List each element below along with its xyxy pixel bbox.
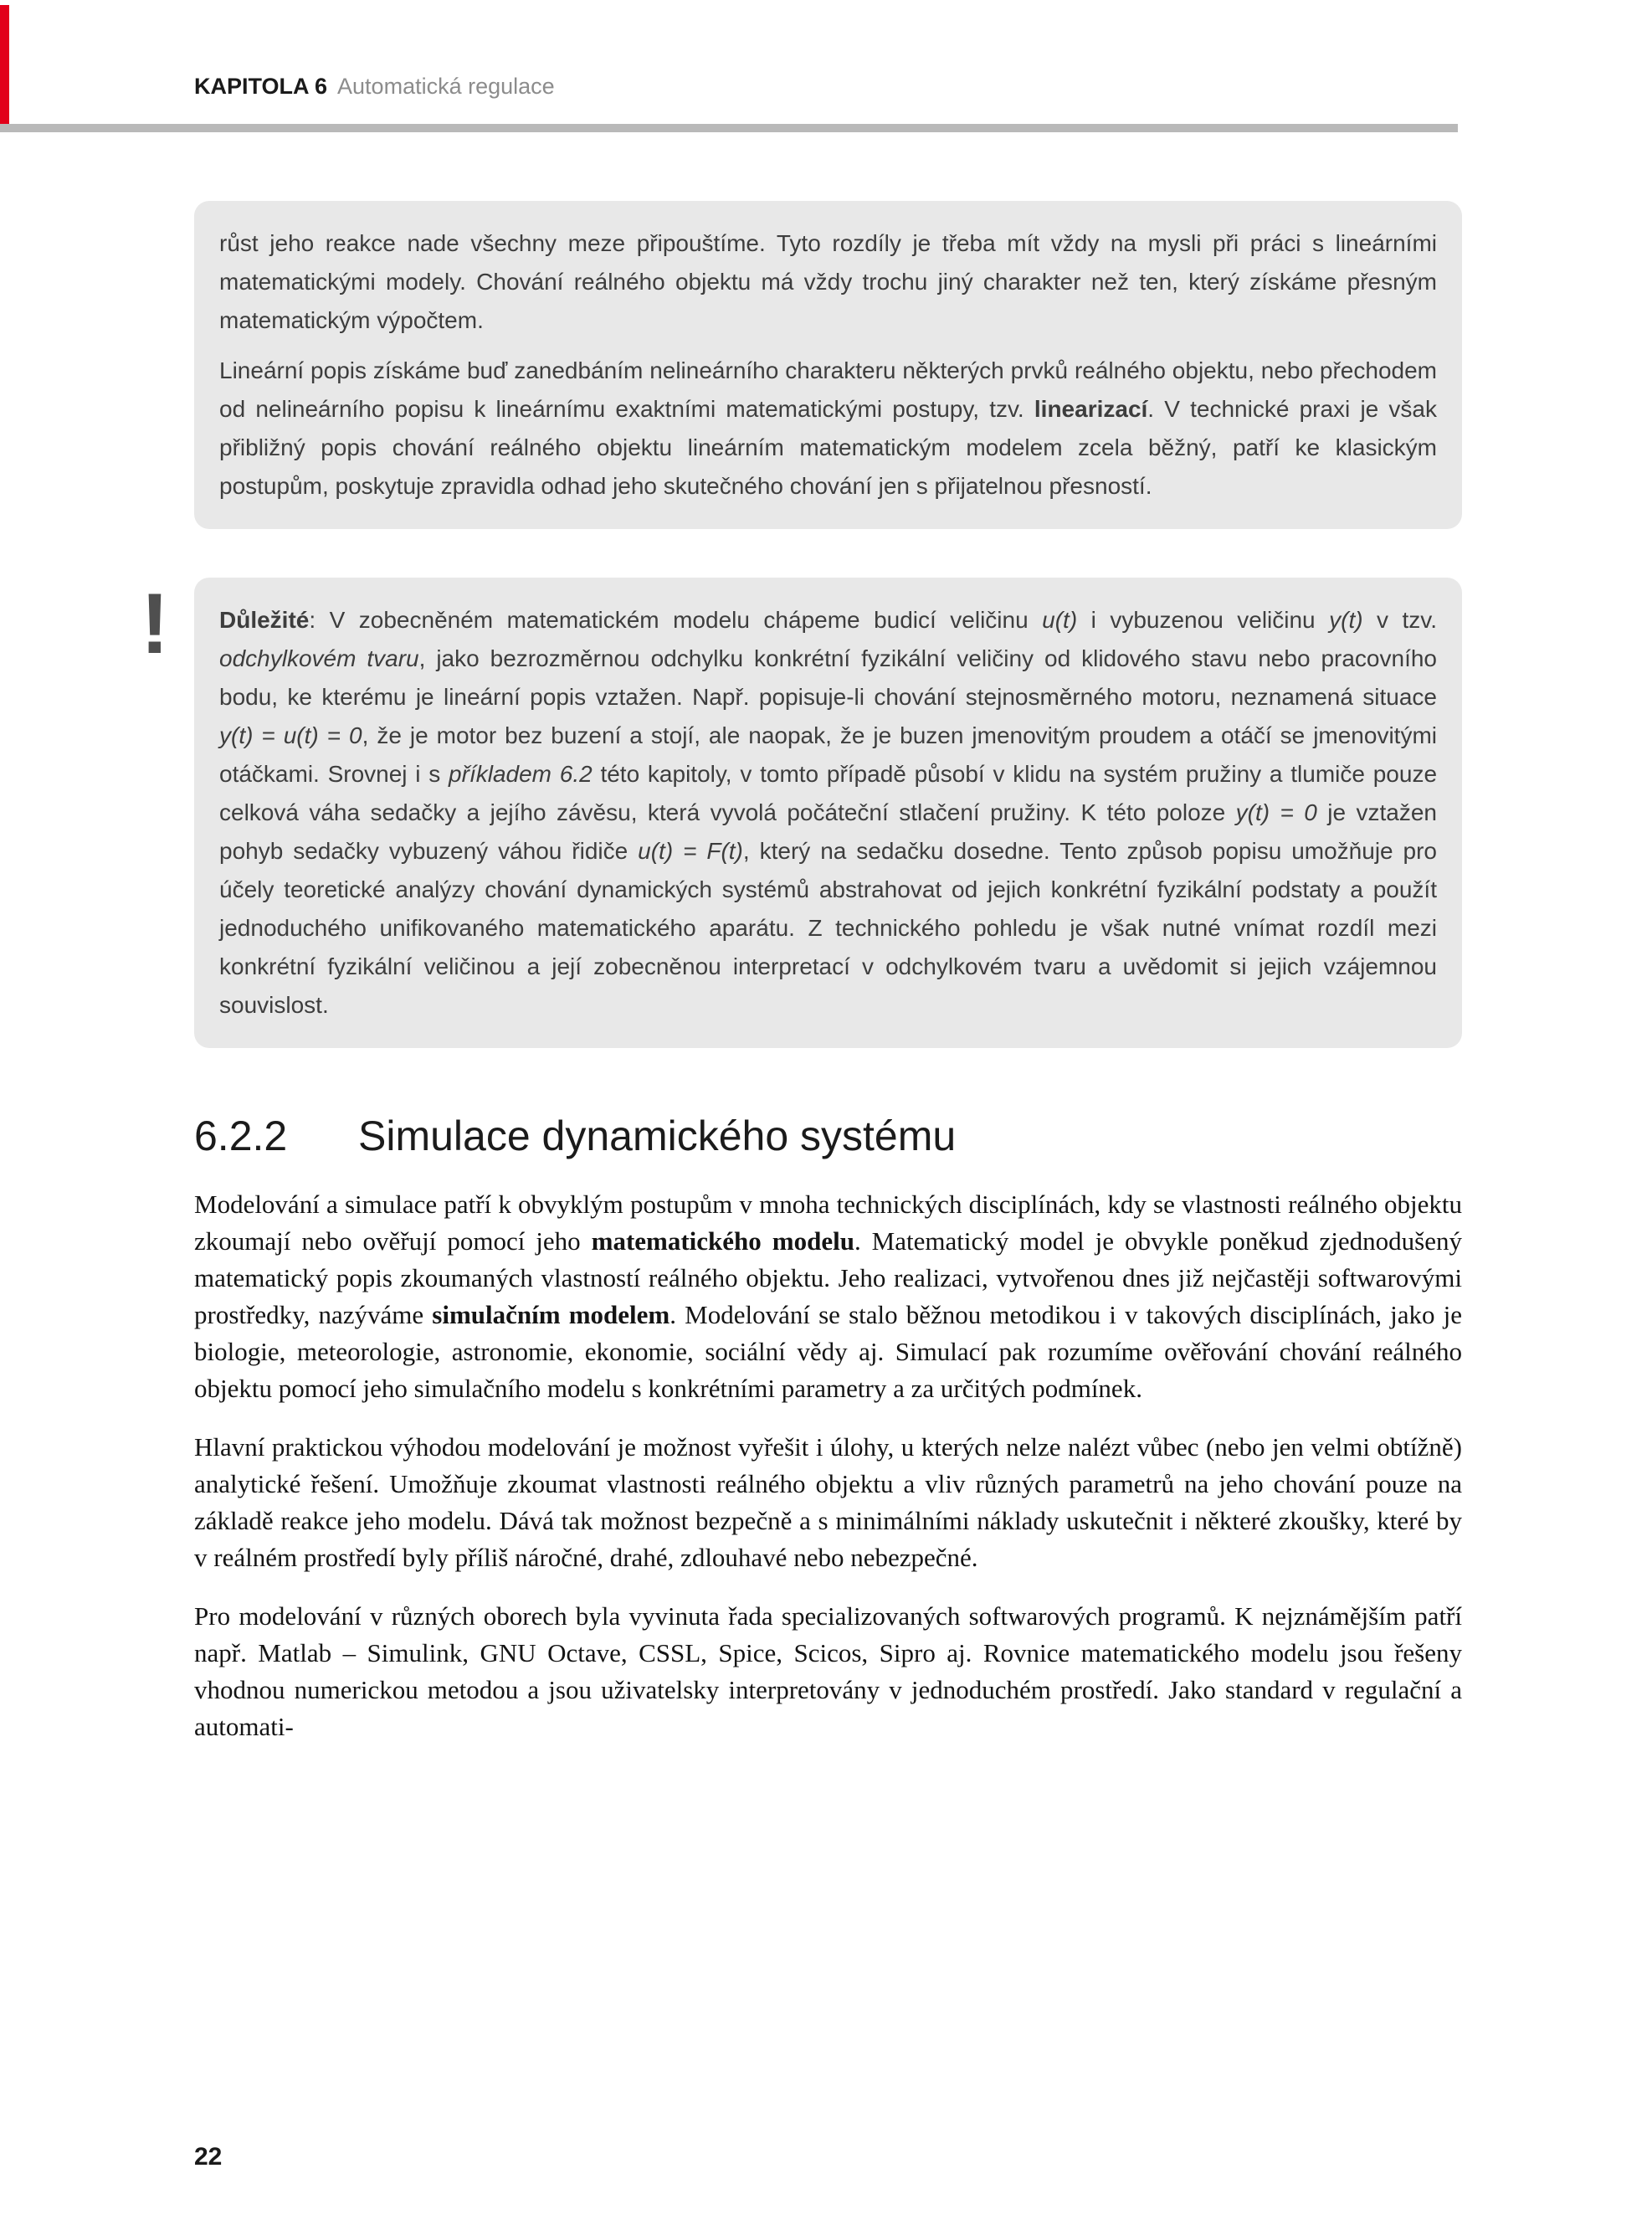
- section-title: Simulace dynamického systému: [358, 1112, 957, 1159]
- chapter-color-bar: [0, 5, 9, 124]
- body-paragraph: Pro modelování v různých oborech byla vyvinuta řada specializovaných softwarových programů. K nejznámějším patří např. Matlab – Simulink, GNU Octave, CSSL, Spice, Scicos, Sipro aj. Rovnice matematického modelu jsou řešeny vhodnou numerickou metodou a jsou uživatelsky interpretovány v jednoduchém prostředí. Jako standard v regulační a automati-: [194, 1601, 1462, 1741]
- important-note-box: [194, 578, 1462, 1048]
- note-paragraph: Lineární popis získáme buď zanedbáním nelineárního charakteru některých prvků reálného objektu, nebo přechodem od nelineárního popisu k lineárnímu exaktními matematickými postupy, tzv. linearizací. V technické praxi je však přibližný popis chování reálného objektu lineárním matematickým modelem zcela běžný, patří ke klasickým postupům, poskytuje zpravidla odhad jeho skutečného chování jen s přijatelnou přesností.: [219, 357, 1437, 499]
- body-paragraph: Hlavní praktickou výhodou modelování je možnost vyřešit i úlohy, u kterých nelze nalézt vůbec (nebo jen velmi obtížně) analytické řešení. Umožňuje zkoumat vlastnosti reálného objektu a vliv různých parametrů na jeho chování pouze na základě reakce jeho modelu. Dává tak možnost bezpečně a s minimálními náklady uskutečnit i některé zkoušky, které by v reálném prostředí byly příliš náročné, drahé, zdlouhavé nebo nebezpečné.: [194, 1432, 1462, 1572]
- page-content: [141, 201, 1462, 1745]
- header-rule: [0, 124, 1458, 132]
- linearization-note-box: [194, 201, 1462, 529]
- page-number: 22: [194, 2143, 223, 2171]
- important-note: [141, 576, 1462, 1048]
- section-number: 6.2.2: [194, 1112, 288, 1159]
- exclamation-icon: !: [141, 576, 169, 671]
- note-paragraph: růst jeho reakce nade všechny meze připouštíme. Tyto rozdíly je třeba mít vždy na mysli při práci s lineárními matematickými modely. Chování reálného objektu má vždy trochu jiný charakter než ten, který získáme přesným matematickým výpočtem.: [219, 230, 1437, 333]
- section-heading: [194, 1113, 1462, 1159]
- running-head-title: Automatická regulace: [337, 74, 555, 99]
- important-paragraph: Důležité: V zobecněném matematickém modelu chápeme budicí veličinu u(t) i vybuzenou veličinu y(t) v tzv. odchylkovém tvaru, jako bezrozměrnou odchylku konkrétní fyzikální veličiny od klidového stavu nebo pracovního bodu, ke kterému je lineární popis vztažen. Např. popisuje-li chování stejnosměrného motoru, neznamená situace y(t) = u(t) = 0, že je motor bez buzení a stojí, ale naopak, že je buzen jmenovitým proudem a otáčí se jmenovitými otáčkami. Srovnej i s příkladem 6.2 této kapitoly, v tomto případě působí v klidu na systém pružiny a tlumiče pouze celková váha sedačky a jejího závěsu, která vyvolá počáteční stlačení pružiny. K této poloze y(t) = 0 je vztažen pohyb sedačky vybuzený váhou řidiče u(t) = F(t), který na sedačku dosedne. Tento způsob popisu umožňuje pro účely teoretické analýzy chování dynamických systémů abstrahovat od jejich konkrétní fyzikální podstaty a použít jednoduchého unifikovaného matematického aparátu. Z technického pohledu je však nutné vnímat rozdíl mezi konkrétní fyzikální veličinou a její zobecněnou interpretací v odchylkovém tvaru a uvědomit si jejich vzájemnou souvislost.: [219, 607, 1438, 1018]
- running-head: [194, 74, 555, 100]
- body-text: [194, 1186, 1462, 1745]
- running-head-chapter: KAPITOLA 6: [194, 74, 328, 99]
- body-paragraph: Modelování a simulace patří k obvyklým postupům v mnoha technických disciplínách, kdy se vlastnosti reálného objektu zkoumají nebo ověřují pomocí jeho matematického modelu. Matematický model je obvykle poněkud zjednodušený matematický popis zkoumaných vlastností reálného objektu. Jeho realizaci, vytvořenou dnes již nejčastěji softwarovými prostředky, nazýváme simulačním modelem. Modelování se stalo běžnou metodikou i v takových disciplínách, jako je biologie, meteorologie, astronomie, ekonomie, sociální vědy aj. Simulací pak rozumíme ověřování chování reálného objektu pomocí jeho simulačního modelu s konkrétními parametry a za určitých podmínek.: [194, 1190, 1462, 1403]
